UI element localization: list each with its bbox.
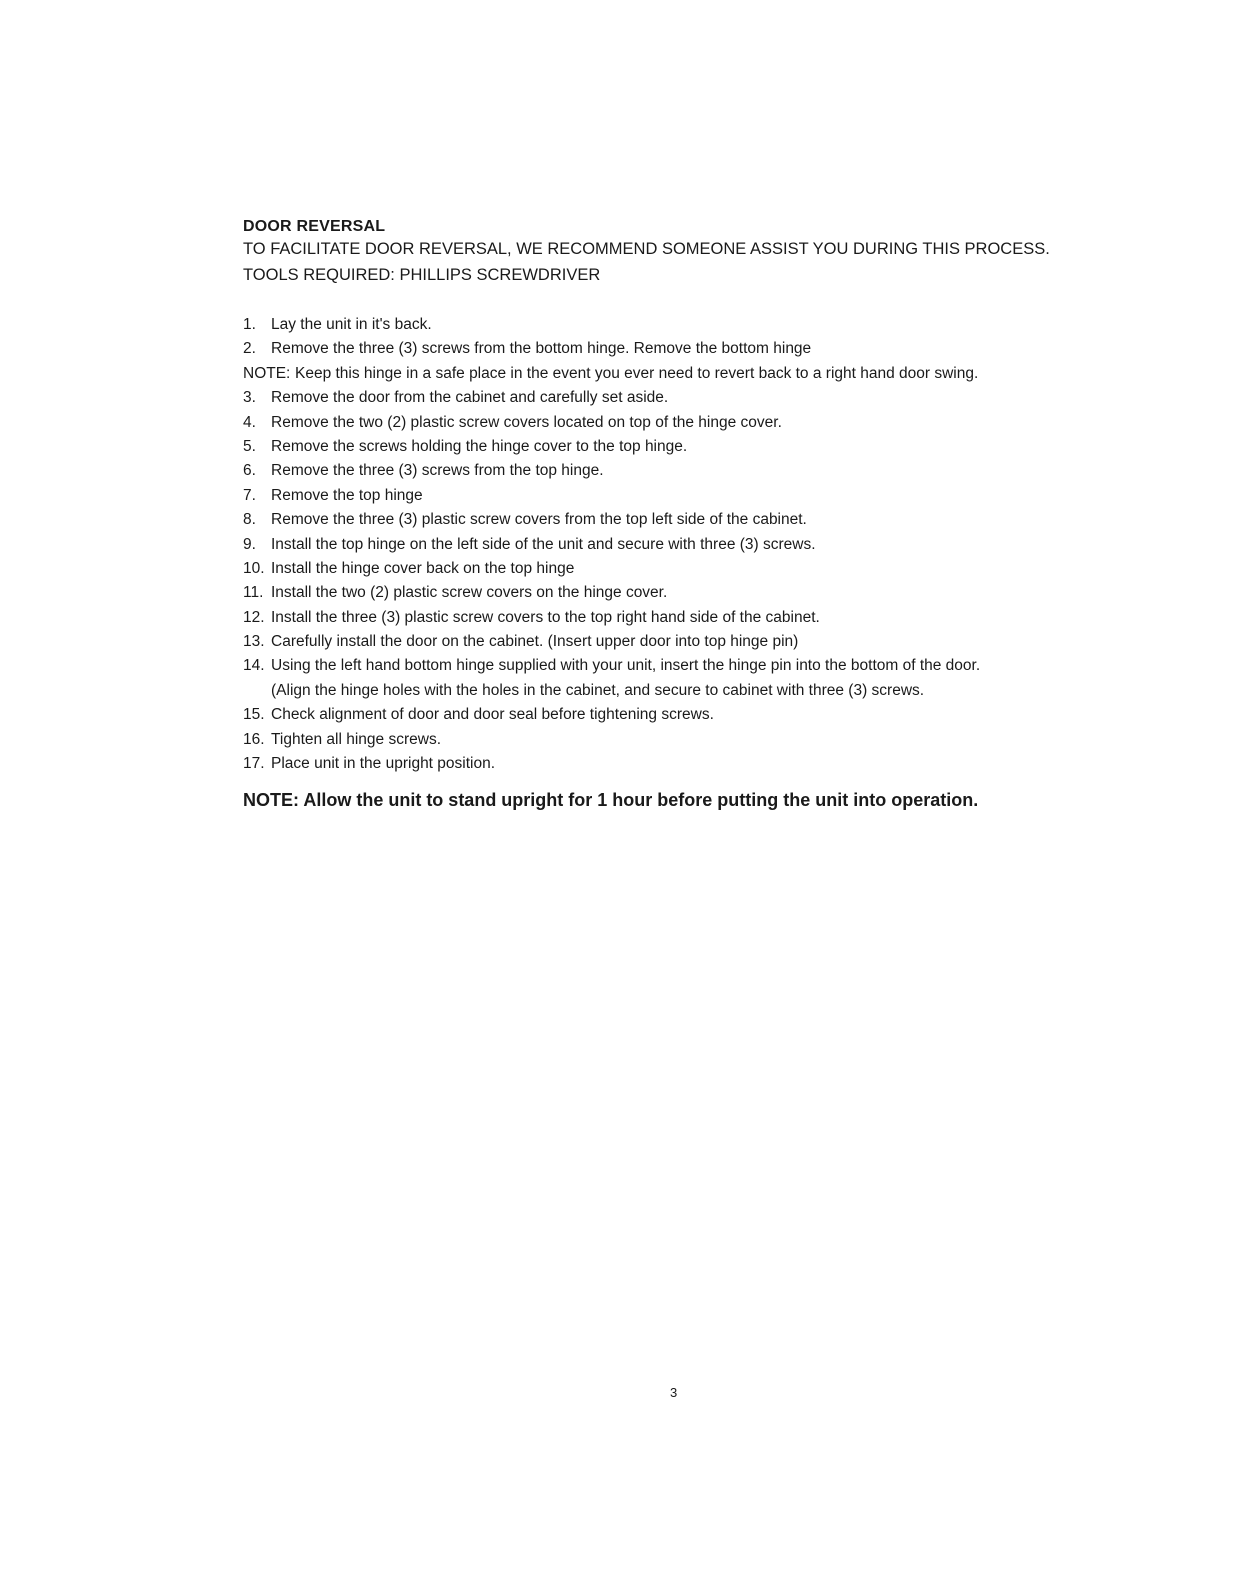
step-item: 13. Carefully install the door on the cabinet. (Insert upper door into top hinge pin) [243,633,799,651]
step-item: 5. Remove the screws holding the hinge cover to the top hinge. [243,437,688,455]
step-item: 16. Tighten all hinge screws. [243,730,442,748]
tools-required-line: TOOLS REQUIRED: PHILLIPS SCREWDRIVER [243,266,601,284]
step-item: 10. Install the hinge cover back on the top hinge [243,559,575,577]
step-item: 4. Remove the two (2) plastic screw covers located on top of the hinge cover. [243,413,782,431]
step-item: 8. Remove the three (3) plastic screw covers from the top left side of the cabinet. [243,511,807,529]
step-note: NOTE: Keep this hinge in a safe place in the event you ever need to revert back to a right hand door swing. [243,364,979,382]
page-number: 3 [670,1385,678,1400]
intro-line: TO FACILITATE DOOR REVERSAL, WE RECOMMEND SOMEONE ASSIST YOU DURING THIS PROCESS. [243,240,1050,258]
step-continuation: (Align the hinge holes with the holes in the cabinet, and secure to cabinet with three (3) screws. [271,681,925,699]
step-item: 15. Check alignment of door and door seal before tightening screws. [243,706,714,724]
step-item: 14. Using the left hand bottom hinge supplied with your unit, insert the hinge pin into the bottom of the door. [243,657,981,675]
step-item: 12. Install the three (3) plastic screw covers to the top right hand side of the cabinet. [243,608,820,626]
step-item: 17. Place unit in the upright position. [243,755,496,773]
step-item: 6. Remove the three (3) screws from the top hinge. [243,462,604,480]
step-item: 9. Install the top hinge on the left side of the unit and secure with three (3) screws. [243,535,816,553]
step-item: 7. Remove the top hinge [243,486,423,504]
section-heading: DOOR REVERSAL [243,218,386,235]
step-item: 11. Install the two (2) plastic screw covers on the hinge cover. [243,584,668,602]
instruction-steps [243,313,1143,776]
step-item: 2. Remove the three (3) screws from the bottom hinge. Remove the bottom hinge [243,340,812,358]
step-item: 1. Lay the unit in it's back. [243,316,432,333]
step-item: 3. Remove the door from the cabinet and carefully set aside. [243,389,669,407]
final-note: NOTE: Allow the unit to stand upright for 1 hour before putting the unit into operation. [243,790,979,810]
